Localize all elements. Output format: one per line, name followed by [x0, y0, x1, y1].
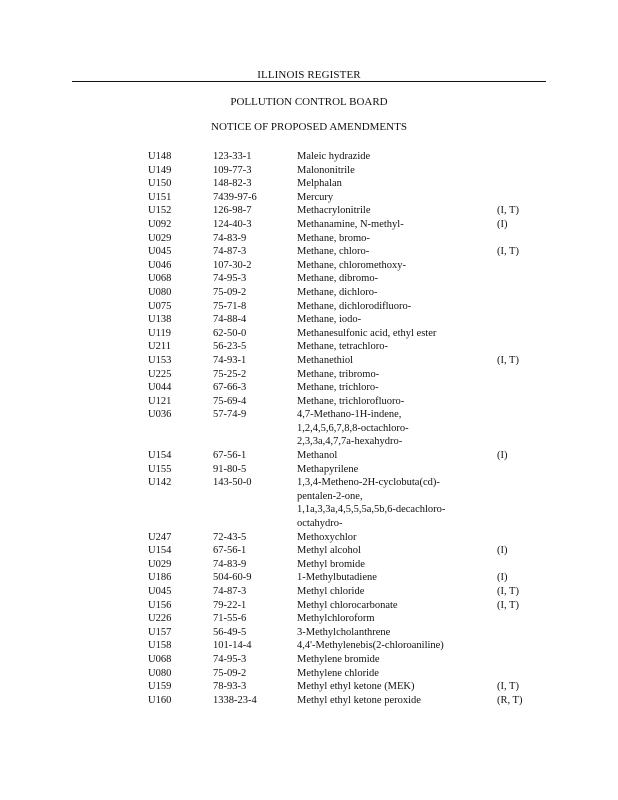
cas-number: 71-55-6: [213, 613, 247, 625]
waste-code: U152: [148, 205, 172, 217]
waste-code: U080: [148, 667, 172, 679]
table-row: [0, 354, 618, 368]
hazard-code: (I): [497, 218, 508, 230]
hazard-code: (I, T): [497, 586, 519, 597]
cas-number: 148-82-3: [213, 178, 252, 190]
cas-number: 74-95-3: [213, 653, 247, 665]
cas-number: 74-87-3: [213, 586, 247, 597]
table-row: [0, 531, 618, 545]
board-title: POLLUTION CONTROL BOARD: [230, 96, 388, 108]
waste-code: U142: [148, 477, 172, 489]
cas-number: 75-71-8: [213, 300, 247, 312]
cas-number: 57-74-9: [213, 409, 247, 421]
substance-name: Methane, trichlorofluoro-: [297, 395, 405, 407]
substance-name: 1,2,4,5,6,7,8,8-octachloro-: [297, 422, 409, 434]
waste-code: U068: [148, 273, 172, 285]
table-row: [0, 327, 618, 341]
table-row: [0, 694, 618, 708]
table-row: [0, 300, 618, 314]
waste-code: U225: [148, 368, 172, 380]
table-row: [0, 368, 618, 382]
cas-number: 74-95-3: [213, 273, 247, 285]
waste-code: U226: [148, 613, 172, 625]
waste-code: U154: [148, 545, 172, 557]
substance-name: Methyl chlorocarbonate: [297, 599, 398, 611]
waste-code: U186: [148, 572, 172, 584]
substance-name: 4,7-Methano-1H-indene,: [297, 409, 402, 421]
table-row: [0, 435, 618, 449]
substance-name: octahydro-: [297, 518, 343, 530]
table-row: [0, 408, 618, 422]
hazard-code: (I, T): [497, 354, 519, 366]
substance-name: 2,3,3a,4,7,7a-hexahydro-: [297, 436, 403, 448]
waste-code: U044: [148, 382, 172, 394]
table-row: [0, 612, 618, 626]
substance-name: Melphalan: [297, 178, 342, 190]
waste-code: U154: [148, 450, 172, 462]
cas-number: 143-50-0: [213, 477, 252, 489]
table-row: [0, 476, 618, 490]
waste-code: U036: [148, 409, 172, 421]
table-row: [0, 667, 618, 681]
waste-code: U080: [148, 286, 172, 298]
cas-number: 74-83-9: [213, 558, 247, 570]
table-row: [0, 626, 618, 640]
cas-number: 75-69-4: [213, 395, 247, 407]
waste-code: U029: [148, 232, 172, 244]
cas-number: 123-33-1: [213, 151, 252, 162]
substance-name: Methacrylonitrile: [297, 205, 371, 217]
table-row: [0, 340, 618, 354]
waste-code: U121: [148, 395, 172, 407]
substance-name: Methanamine, N-methyl-: [297, 218, 404, 230]
substance-name: Methane, dichloro-: [297, 286, 378, 298]
waste-code: U068: [148, 653, 172, 665]
substance-name: Methanesulfonic acid, ethyl ester: [297, 327, 437, 339]
table-row: [0, 422, 618, 436]
waste-code: U138: [148, 314, 172, 326]
substance-name: Methoxychlor: [297, 531, 357, 543]
table-row: [0, 232, 618, 246]
cas-number: 62-50-0: [213, 327, 247, 339]
substance-name: Methane, bromo-: [297, 232, 370, 244]
table-row: [0, 286, 618, 300]
cas-number: 56-49-5: [213, 626, 247, 638]
substance-name: Malononitrile: [297, 164, 355, 176]
substance-name: Methylchloroform: [297, 613, 375, 625]
cas-number: 1338-23-4: [213, 694, 257, 706]
substance-name: Methapyrilene: [297, 463, 359, 475]
table-row: [0, 191, 618, 205]
substance-name: 1-Methylbutadiene: [297, 572, 377, 584]
hazard-code: (I): [497, 545, 508, 557]
table-row: [0, 381, 618, 395]
substance-name: Methyl ethyl ketone (MEK): [297, 681, 415, 693]
cas-number: 109-77-3: [213, 164, 252, 176]
cas-number: 74-83-9: [213, 232, 247, 244]
cas-number: 79-22-1: [213, 599, 247, 611]
waste-code: U211: [148, 341, 171, 353]
cas-number: 78-93-3: [213, 681, 247, 693]
cas-number: 74-93-1: [213, 354, 247, 366]
hazard-code: (I, T): [497, 246, 519, 258]
cas-number: 75-25-2: [213, 368, 247, 380]
substance-name: 3-Methylcholanthrene: [297, 626, 391, 638]
substance-name: pentalen-2-one,: [297, 490, 363, 502]
cas-number: 67-56-1: [213, 450, 247, 462]
waste-code: U045: [148, 586, 172, 597]
table-row: [0, 544, 618, 558]
substance-name: Methylene chloride: [297, 667, 379, 679]
table-row: [0, 272, 618, 286]
header-rule: [72, 81, 546, 82]
table-row: [0, 558, 618, 572]
waste-code: U160: [148, 694, 172, 706]
substance-name: Methane, trichloro-: [297, 382, 379, 394]
waste-code: U247: [148, 531, 172, 543]
waste-code: U075: [148, 300, 172, 312]
substance-name: Methane, iodo-: [297, 314, 362, 326]
table-row: [0, 177, 618, 191]
substance-name: Methylene bromide: [297, 653, 380, 665]
table-row: [0, 503, 618, 517]
substance-name: Methyl alcohol: [297, 545, 361, 557]
waste-code: U148: [148, 151, 172, 162]
table-row: [0, 204, 618, 218]
substance-name: 4,4'-Methylenebis(2-chloroaniline): [297, 640, 444, 652]
table-row: [0, 218, 618, 232]
waste-code: U155: [148, 463, 172, 475]
substance-name: 1,1a,3,3a,4,5,5,5a,5b,6-decachloro-: [297, 504, 446, 516]
cas-number: 72-43-5: [213, 531, 247, 543]
table-row: [0, 395, 618, 409]
substance-name: Methane, chloromethoxy-: [297, 259, 407, 271]
cas-number: 56-23-5: [213, 341, 247, 353]
substance-name: Methyl chloride: [297, 586, 365, 597]
cas-number: 74-87-3: [213, 246, 247, 258]
waste-code: U159: [148, 681, 172, 693]
waste-code: U153: [148, 354, 172, 366]
table-row: [0, 490, 618, 504]
waste-code: U045: [148, 246, 172, 258]
waste-code: U158: [148, 640, 172, 652]
substance-name: 1,3,4-Metheno-2H-cyclobuta(cd)-: [297, 477, 440, 489]
cas-number: 75-09-2: [213, 286, 247, 298]
table-row: [0, 653, 618, 667]
hazardous-waste-table: [0, 150, 618, 707]
cas-number: 124-40-3: [213, 218, 252, 230]
cas-number: 67-66-3: [213, 382, 247, 394]
waste-code: U046: [148, 259, 172, 271]
cas-number: 126-98-7: [213, 205, 252, 217]
substance-name: Methanethiol: [297, 354, 353, 366]
table-row: [0, 585, 618, 599]
table-row: [0, 599, 618, 613]
hazard-code: (R, T): [497, 694, 523, 706]
waste-code: U151: [148, 191, 172, 203]
waste-code: U029: [148, 558, 172, 570]
waste-code: U156: [148, 599, 172, 611]
notice-title: NOTICE OF PROPOSED AMENDMENTS: [211, 121, 407, 133]
substance-name: Methane, chloro-: [297, 246, 370, 258]
waste-code: U119: [148, 327, 171, 339]
substance-name: Methyl ethyl ketone peroxide: [297, 694, 421, 706]
table-row: [0, 313, 618, 327]
waste-code: U092: [148, 218, 172, 230]
table-row: [0, 449, 618, 463]
cas-number: 504-60-9: [213, 572, 252, 584]
substance-name: Methane, dibromo-: [297, 273, 379, 285]
substance-name: Mercury: [297, 191, 334, 203]
cas-number: 67-56-1: [213, 545, 247, 557]
cas-number: 107-30-2: [213, 259, 252, 271]
cas-number: 101-14-4: [213, 640, 252, 652]
hazard-code: (I, T): [497, 681, 519, 693]
substance-name: Methyl bromide: [297, 558, 365, 570]
register-title: ILLINOIS REGISTER: [257, 69, 361, 81]
waste-code: U150: [148, 178, 172, 190]
substance-name: Methane, dichlorodifluoro-: [297, 300, 412, 312]
hazard-code: (I): [497, 572, 508, 584]
table-row: [0, 680, 618, 694]
table-row: [0, 463, 618, 477]
substance-name: Methane, tetrachloro-: [297, 341, 388, 353]
substance-name: Methanol: [297, 450, 338, 462]
table-row: [0, 571, 618, 585]
table-row: [0, 259, 618, 273]
table-row: [0, 639, 618, 653]
table-row: [0, 164, 618, 178]
cas-number: 91-80-5: [213, 463, 247, 475]
cas-number: 74-88-4: [213, 314, 247, 326]
waste-code: U157: [148, 626, 172, 638]
hazard-code: (I): [497, 450, 508, 462]
cas-number: 75-09-2: [213, 667, 247, 679]
table-row: [0, 517, 618, 531]
table-row: [0, 150, 618, 164]
hazard-code: (I, T): [497, 599, 519, 611]
waste-code: U149: [148, 164, 172, 176]
substance-name: Methane, tribromo-: [297, 368, 380, 380]
table-row: [0, 245, 618, 259]
cas-number: 7439-97-6: [213, 191, 257, 203]
substance-name: Maleic hydrazide: [297, 151, 371, 162]
hazard-code: (I, T): [497, 205, 519, 217]
